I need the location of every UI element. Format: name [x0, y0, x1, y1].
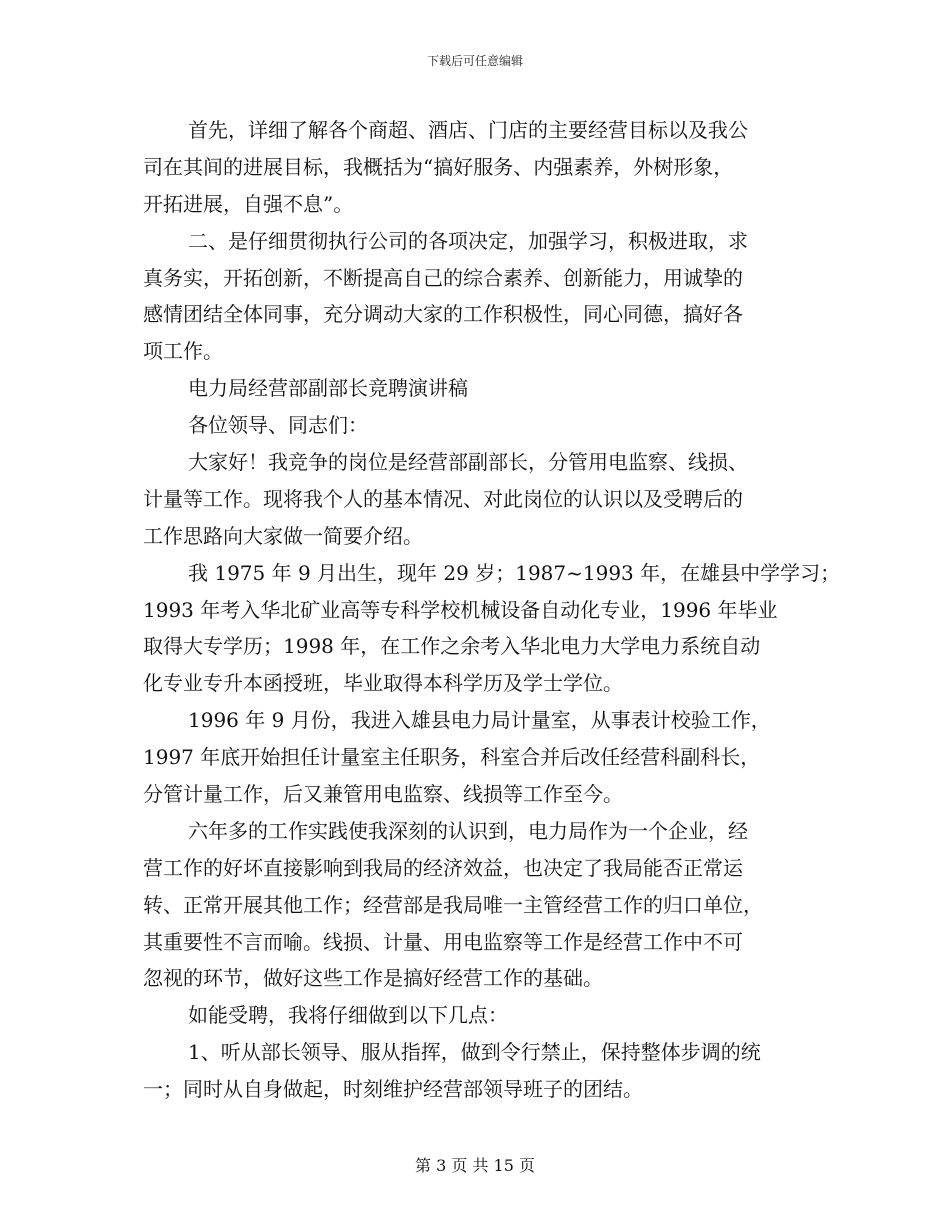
text-line: 二、是仔细贯彻执行公司的各项决定，加强学习，积极进取，求: [188, 228, 748, 253]
text-line: 1、听从部长领导、服从指挥，做到令行禁止，保持整体步调的统: [188, 1040, 761, 1065]
document-body: [143, 112, 841, 1108]
text-line: 开拓进展，自强不息”。: [143, 191, 354, 216]
text-line: 六年多的工作实践使我深刻的认识到，电力局作为一个企业，经: [188, 818, 748, 843]
text-line: 营工作的好坏直接影响到我局的经济效益，也决定了我局能否正常运: [143, 855, 743, 880]
text-line: 其重要性不言而喻。线损、计量、用电监察等工作是经营工作中不可: [143, 929, 743, 954]
text-line: 1996 年 9 月份，我进入雄县电力局计量室，从事表计校验工作，: [188, 708, 771, 733]
text-line: 项工作。: [143, 339, 223, 364]
page-header-note: 下载后可任意编辑: [426, 54, 523, 68]
text-line: 感情团结全体同事，充分调动大家的工作积极性，同心同德，搞好各: [143, 302, 743, 327]
text-line: 1997 年底开始担任计量室主任职务，科室合并后改任经营科副科长，: [143, 745, 761, 770]
text-line: 取得大专学历；1998 年，在工作之余考入华北电力大学电力系统自动: [143, 634, 761, 659]
text-line: 首先，详细了解各个商超、酒店、门店的主要经营目标以及我公: [188, 118, 748, 142]
text-line: 我 1975 年 9 月出生，现年 29 岁；1987~1993 年，在雄县中学学习；: [188, 560, 841, 585]
text-line: 工作思路向大家做一简要介绍。: [143, 523, 423, 548]
text-line: 化专业专升本函授班，毕业取得本科学历及学士学位。: [143, 671, 623, 696]
text-line: 司在其间的进展目标，我概括为“搞好服务、内强素养，外树形象，: [143, 154, 734, 179]
page-footer: 第 3 页 共 15 页: [415, 1156, 535, 1175]
text-line: 各位领导、同志们：: [188, 413, 368, 438]
text-line: 分管计量工作，后又兼管用电监察、线损等工作至今。: [143, 782, 623, 807]
text-line: 电力局经营部副部长竞聘演讲稿: [188, 376, 468, 401]
text-line: 1993 年考入华北矿业高等专科学校机械设备自动化专业，1996 年毕业: [143, 597, 778, 622]
text-line: 一；同时从自身做起，时刻维护经营部领导班子的团结。: [143, 1077, 643, 1102]
text-line: 转、正常开展其他工作；经营部是我局唯一主管经营工作的归口单位，: [143, 892, 763, 917]
text-line: 计量等工作。现将我个人的基本情况、对此岗位的认识以及受聘后的: [143, 486, 743, 511]
text-line: 大家好！我竞争的岗位是经营部副部长，分管用电监察、线损、: [188, 450, 748, 475]
text-line: 忽视的环节，做好这些工作是搞好经营工作的基础。: [143, 966, 603, 991]
text-line: 如能受聘，我将仔细做到以下几点：: [188, 1003, 508, 1028]
text-line: 真务实，开拓创新，不断提高自己的综合素养、创新能力，用诚挚的: [143, 265, 743, 290]
